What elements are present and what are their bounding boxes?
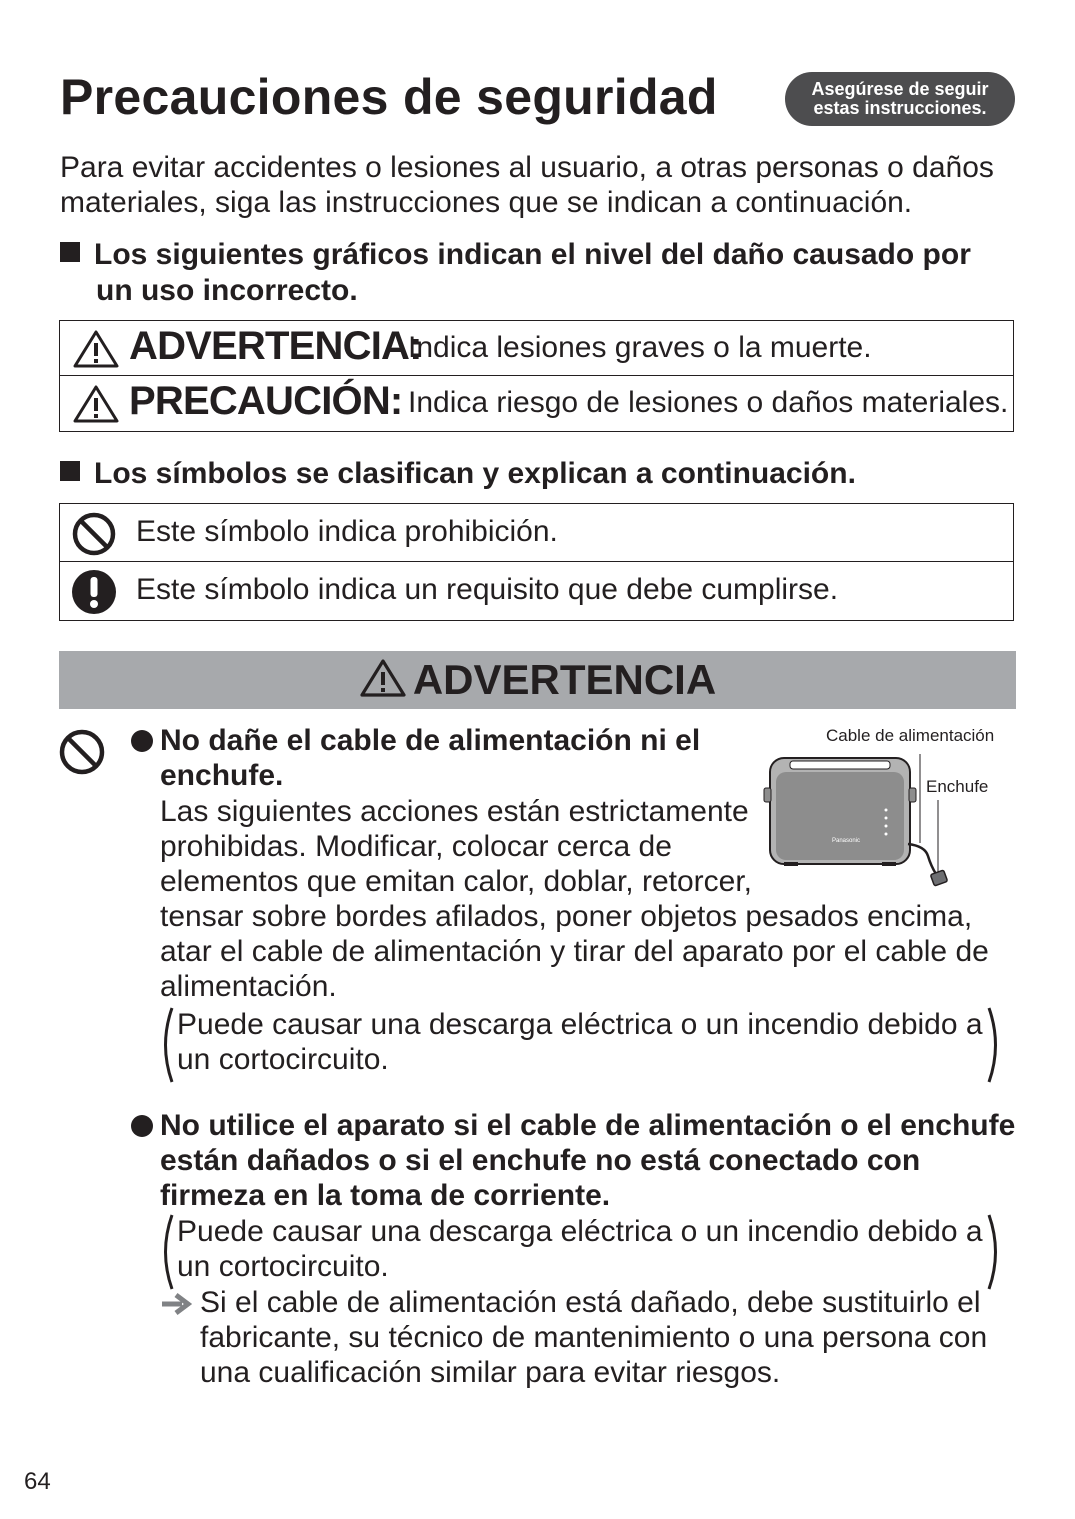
intro-line-2: materiales, siga las instrucciones que se indican a continuación. [60, 186, 913, 219]
prohibition-icon [58, 728, 106, 776]
brand-logo: Panasonic [832, 838, 861, 844]
symbols-table [59, 503, 1014, 621]
warning-item-2-action [200, 1285, 1020, 1390]
instruction-badge [785, 72, 1015, 126]
level-description-warning: Indica lesiones graves o la muerte. [408, 331, 872, 364]
warning-banner-label: ADVERTENCIA [412, 656, 717, 703]
levels-row-warning [60, 321, 1013, 376]
warning-item-2-action-line-3: una cualificación similar para evitar riesgos. [200, 1356, 781, 1389]
levels-heading-line-1: Los siguientes gráficos indican el nivel del daño causado por [94, 238, 971, 271]
plug-label: Enchufe [926, 777, 989, 796]
bullet-icon [131, 1115, 153, 1137]
square-bullet-icon [60, 242, 80, 262]
warning-item-2-title-line-1: No utilice el aparato si el cable de alimentación o el enchufe [160, 1109, 1016, 1142]
warning-item-2-action-line-2: fabricante, su técnico de mantenimiento o una persona con [200, 1321, 988, 1354]
badge-line-1: Asegúrese de seguir [811, 79, 989, 99]
level-description-caution: Indica riesgo de lesiones o daños materiales. [408, 386, 1009, 419]
open-bracket-icon [157, 1213, 175, 1291]
levels-row-caution [60, 376, 1013, 431]
warning-item-2-title [160, 1108, 1030, 1213]
level-label-warning: ADVERTENCIA: [129, 324, 422, 368]
warning-item-2-note-line-1: Puede causar una descarga eléctrica o un incendio debido a [177, 1215, 983, 1248]
symbols-heading-text: Los símbolos se clasifican y explican a continuación. [94, 457, 856, 490]
warning-item-1-note [177, 1007, 997, 1077]
square-bullet-icon [60, 461, 80, 481]
symbols-heading [60, 456, 1020, 492]
mandatory-icon [71, 569, 117, 615]
warning-item-1-body-line: prohibidas. Modificar, colocar cerca de [160, 830, 672, 863]
levels-table [59, 320, 1014, 432]
warning-item-1-body-line: Las siguientes acciones están estrictamente [160, 795, 749, 828]
warning-item-2-title-line-2: están dañados o si el enchufe no está conectado con [160, 1144, 921, 1177]
close-bracket-icon [986, 1213, 1004, 1291]
symbol-text-mandatory: Este símbolo indica un requisito que debe cumplirse. [136, 573, 839, 606]
warning-triangle-icon [359, 658, 407, 698]
warning-item-2-note [177, 1214, 997, 1284]
warning-item-1-body-line: elementos que emitan calor, doblar, retorcer, [160, 865, 753, 898]
warning-item-1-body-line: tensar sobre bordes afilados, poner objetos pesados encima, [160, 900, 973, 933]
warning-item-1-title-line-2: enchufe. [160, 759, 284, 792]
warning-item-2-action-line-1: Si el cable de alimentación está dañado, debe sustituirlo el [200, 1286, 981, 1319]
prohibition-icon [71, 511, 117, 557]
warning-banner [59, 651, 1016, 709]
symbols-row-mandatory [60, 562, 1013, 620]
intro-paragraph [60, 150, 1020, 220]
arrow-right-icon [160, 1292, 192, 1316]
warning-item-2-note-line-2: un cortocircuito. [177, 1250, 389, 1283]
warning-item-1-title-line-1: No dañe el cable de alimentación ni el [160, 724, 701, 757]
warning-item-1-title [160, 723, 760, 793]
warning-item-1-note-line-1: Puede causar una descarga eléctrica o un incendio debido a [177, 1008, 983, 1041]
warning-item-1-note-line-2: un cortocircuito. [177, 1043, 389, 1076]
page-title: Precauciones de seguridad [60, 69, 718, 125]
bullet-icon [131, 730, 153, 752]
intro-line-1: Para evitar accidentes o lesiones al usuario, a otras personas o daños [60, 151, 994, 184]
symbols-row-prohibition [60, 504, 1013, 562]
symbol-text-prohibition: Este símbolo indica prohibición. [136, 515, 558, 548]
caution-triangle-icon [72, 384, 120, 424]
warning-item-2-title-line-3: firmeza en la toma de corriente. [160, 1179, 611, 1212]
levels-heading-line-2: un uso incorrecto. [96, 274, 358, 307]
close-bracket-icon [986, 1006, 1004, 1084]
cable-label: Cable de alimentación [826, 726, 995, 745]
warning-triangle-icon [72, 329, 120, 369]
warning-item-1-body-line: alimentación. [160, 970, 337, 1003]
open-bracket-icon [157, 1006, 175, 1084]
toaster-illustration [760, 748, 975, 896]
level-label-caution: PRECAUCIÓN: [129, 379, 403, 423]
badge-line-2: estas instrucciones. [813, 98, 987, 118]
page-number: 64 [24, 1468, 51, 1495]
warning-item-1-body-line: atar el cable de alimentación y tirar del aparato por el cable de [160, 935, 989, 968]
levels-heading [60, 237, 1020, 309]
